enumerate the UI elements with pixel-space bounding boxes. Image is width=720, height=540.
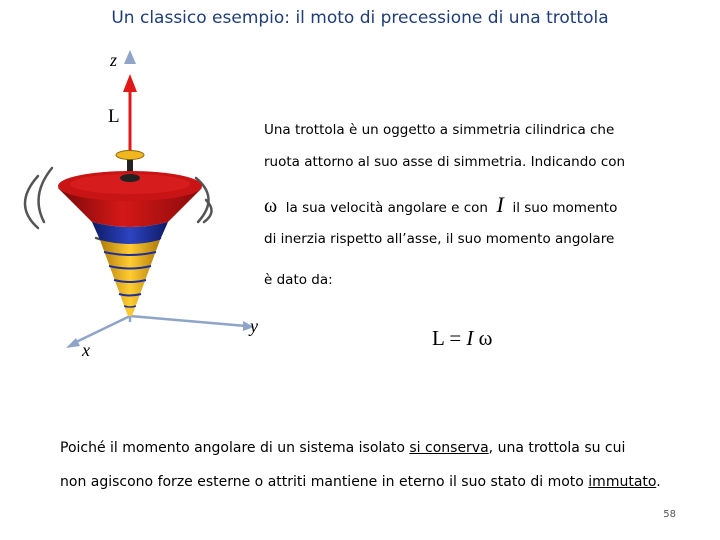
z-axis-label: z [110, 50, 118, 70]
conclusion-line-2a: non agiscono forze esterne o attriti mantiene in eterno il suo stato di moto [60, 474, 589, 490]
formula-L: L [432, 326, 445, 350]
text-line-2: ruota attorno al suo asse di simmetria. Indicando con [264, 154, 626, 170]
y-axis-label: y [250, 316, 258, 336]
formula-I: I [466, 326, 474, 350]
page-number: 58 [663, 509, 676, 520]
conclusion-line-2 [60, 474, 661, 490]
inertia-symbol: I [496, 192, 504, 217]
z-axis-arrowhead [124, 50, 136, 64]
omega-symbol: ω [264, 195, 278, 217]
conclusion-keyword-immutato: immutato [588, 474, 657, 490]
text-line-1: Una trottola è un oggetto a simmetria cilindrica che [264, 122, 615, 138]
L-vector-label: L [108, 106, 120, 127]
angular-momentum-vector [123, 74, 137, 160]
slide-title: Un classico esempio: il moto di precessione di una trottola [111, 8, 609, 28]
L-arrowhead [123, 74, 137, 92]
conclusion-line-2c: . [656, 474, 661, 490]
text-line-4: di inerzia rispetto all’asse, il suo momento angolare [264, 231, 615, 247]
text-line-3b: il suo momento [512, 200, 618, 216]
conclusion-line-1a: Poiché il momento angolare di un sistema isolato [60, 440, 410, 456]
text-line-3 [264, 192, 617, 218]
formula-equals: = [449, 326, 462, 350]
conclusion-line-1c: , una trottola su cui [488, 440, 626, 456]
conclusion-line-1 [60, 440, 625, 456]
x-axis-arrowhead [66, 338, 80, 348]
text-line-5: è dato da: [264, 272, 333, 288]
conclusion-keyword-conserva: si conserva [409, 440, 489, 456]
y-axis [130, 316, 246, 326]
angular-momentum-formula [432, 326, 492, 351]
spinning-top [58, 151, 202, 317]
x-axis [72, 316, 130, 344]
x-axis-label: x [82, 340, 90, 360]
text-line-3a: la sua velocità angolare e con [285, 200, 488, 216]
formula-omega: ω [478, 326, 493, 350]
